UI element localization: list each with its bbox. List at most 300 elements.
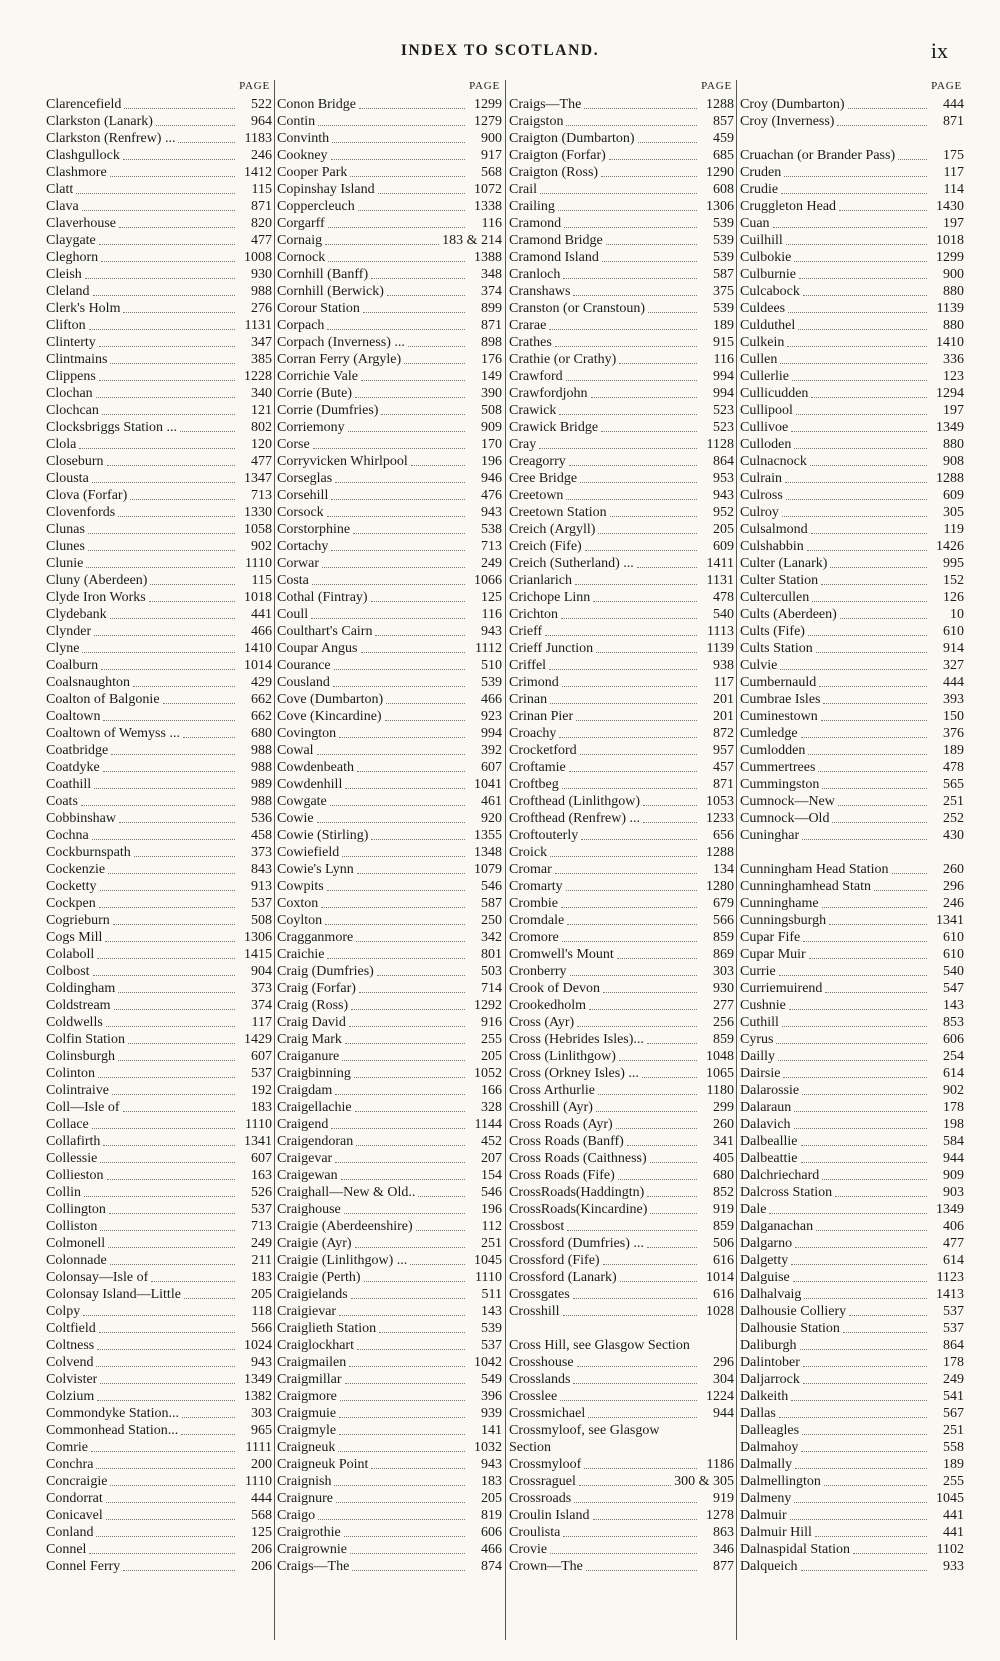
entry-page-number: 1111 <box>245 1440 272 1455</box>
index-entry <box>46 1354 272 1371</box>
entry-page-number: 872 <box>713 726 734 741</box>
entry-place-name: Coalburn <box>46 658 99 673</box>
entry-page-number: 205 <box>713 522 734 537</box>
dot-leader <box>96 1468 235 1469</box>
entry-page-number: 478 <box>943 760 964 775</box>
entry-page-number: 952 <box>713 505 734 520</box>
entry-page-number: 957 <box>713 743 734 758</box>
dot-leader <box>100 1162 235 1163</box>
entry-page-number: 539 <box>713 216 734 231</box>
dot-leader <box>84 1196 235 1197</box>
index-entry <box>46 606 272 623</box>
index-entry <box>509 1252 734 1269</box>
entry-page-number: 197 <box>943 403 964 418</box>
entry-page-number: 859 <box>713 1219 734 1234</box>
dot-leader <box>647 1247 697 1248</box>
entry-page-number: 178 <box>943 1100 964 1115</box>
index-entry <box>277 1507 502 1524</box>
dot-leader <box>616 1128 697 1129</box>
index-entry <box>740 674 964 691</box>
dot-leader <box>110 1264 235 1265</box>
dot-leader <box>638 142 697 143</box>
entry-page-number: 909 <box>481 420 502 435</box>
entry-page-number: 303 <box>251 1406 272 1421</box>
index-entry <box>46 674 272 691</box>
dot-leader <box>359 108 465 109</box>
entry-place-name: Craigrownie <box>277 1542 347 1557</box>
entry-place-name: Dalmellington <box>740 1474 821 1489</box>
entry-page-number: 205 <box>481 1491 502 1506</box>
entry-place-name: Colzium <box>46 1389 95 1404</box>
entry-place-name: Croachy <box>509 726 557 741</box>
entry-page-number: 303 <box>713 964 734 979</box>
entry-place-name: Dalmuir Hill <box>740 1525 812 1540</box>
entry-page-number: 900 <box>481 131 502 146</box>
entry-place-name: Cromarty <box>509 879 563 894</box>
index-entry <box>46 929 272 946</box>
dot-leader <box>586 1570 697 1571</box>
entry-page-number: 305 <box>943 505 964 520</box>
index-entry <box>277 640 502 657</box>
dot-leader <box>335 1094 465 1095</box>
index-entry <box>509 555 734 572</box>
entry-page-number: 1131 <box>244 318 272 333</box>
entry-place-name: Corpach (Inverness) ... <box>277 335 405 350</box>
entry-page-number: 877 <box>713 1559 734 1574</box>
dot-leader <box>98 1077 235 1078</box>
entry-page-number: 143 <box>943 998 964 1013</box>
dot-leader <box>849 1315 927 1316</box>
entry-page-number: 251 <box>481 1236 502 1251</box>
entry-place-name: Culvie <box>740 658 778 673</box>
index-entry <box>277 1150 502 1167</box>
index-entry <box>46 249 272 266</box>
entry-place-name: Dalhousie Colliery <box>740 1304 847 1319</box>
index-entry <box>740 1116 964 1133</box>
entry-page-number: 457 <box>713 760 734 775</box>
index-entry <box>277 827 502 844</box>
entry-place-name: Cove (Dumbarton) <box>277 692 384 707</box>
index-column-4 <box>740 80 964 1575</box>
dot-leader <box>567 924 697 925</box>
entry-page-number: 141 <box>481 1423 502 1438</box>
entry-place-name: Clarkston (Lanark) <box>46 114 153 129</box>
index-entry <box>509 181 734 198</box>
entry-place-name: Crovie <box>509 1542 548 1557</box>
dot-leader <box>408 346 465 347</box>
entry-place-name: Clynder <box>46 624 92 639</box>
dot-leader <box>352 1570 465 1571</box>
entry-page-number: 441 <box>251 607 272 622</box>
index-entry <box>509 827 734 844</box>
entry-page-number: 163 <box>251 1168 272 1183</box>
entry-place-name: Craignure <box>277 1491 333 1506</box>
dot-leader <box>588 1417 697 1418</box>
dot-leader <box>114 1009 235 1010</box>
entry-page-number: 115 <box>251 573 272 588</box>
index-entry <box>277 1473 502 1490</box>
entry-place-name: Clocksbriggs Station ... <box>46 420 178 435</box>
index-entry <box>46 1269 272 1286</box>
dot-leader <box>576 720 697 721</box>
dot-leader <box>782 1026 927 1027</box>
entry-page-number: 441 <box>943 1525 964 1540</box>
index-entry <box>277 1524 502 1541</box>
entry-place-name: Craigend <box>277 1117 329 1132</box>
entry-place-name: Commonhead Station... <box>46 1423 179 1438</box>
entry-page-number: 477 <box>251 233 272 248</box>
page-column-header: PAGE <box>701 80 732 92</box>
entry-place-name: Clatt <box>46 182 74 197</box>
dot-leader <box>331 499 465 500</box>
entry-place-name: Craig Mark <box>277 1032 342 1047</box>
entry-place-name: Crombie <box>509 896 558 911</box>
dot-leader <box>328 227 465 228</box>
dot-leader <box>385 720 465 721</box>
index-entry <box>740 776 964 793</box>
entry-page-number: 933 <box>943 1559 964 1574</box>
dot-leader <box>100 1230 235 1231</box>
entry-place-name: Cumnock—Old <box>740 811 830 826</box>
index-entry <box>46 1184 272 1201</box>
entry-place-name: Cumledge <box>740 726 798 741</box>
index-entry <box>277 1286 502 1303</box>
dot-leader <box>335 1162 465 1163</box>
dot-leader <box>311 618 465 619</box>
index-entry <box>277 317 502 334</box>
index-entry <box>740 164 964 181</box>
dot-leader <box>82 652 235 653</box>
entry-place-name: Craigmuie <box>277 1406 337 1421</box>
index-entry <box>740 283 964 300</box>
index-entry <box>277 878 502 895</box>
entry-page-number: 152 <box>943 573 964 588</box>
index-entry <box>509 1201 734 1218</box>
dot-leader <box>803 941 927 942</box>
dot-leader <box>355 1111 465 1112</box>
entry-place-name: Cummingston <box>740 777 820 792</box>
index-entry <box>46 385 272 402</box>
entry-place-name: Clova (Forfar) <box>46 488 128 503</box>
dot-leader <box>773 227 927 228</box>
entry-place-name: Crailing <box>509 199 555 214</box>
index-entry <box>740 1150 964 1167</box>
index-entry <box>509 1286 734 1303</box>
dot-leader <box>109 1213 235 1214</box>
entry-page-number: 255 <box>481 1032 502 1047</box>
dot-leader <box>327 890 465 891</box>
index-entry <box>46 623 272 640</box>
entry-place-name: Cray <box>509 437 537 452</box>
dot-leader <box>110 618 235 619</box>
dot-leader <box>788 312 927 313</box>
index-entry <box>277 198 502 215</box>
entry-place-name: Croick <box>509 845 548 860</box>
dot-leader <box>361 652 466 653</box>
dot-leader <box>581 839 697 840</box>
entry-page-number: 117 <box>713 675 734 690</box>
entry-page-number: 393 <box>943 692 964 707</box>
entry-place-name: Crofthead (Renfrew) ... <box>509 811 641 826</box>
entry-page-number: 539 <box>713 250 734 265</box>
dot-leader <box>620 1281 697 1282</box>
entry-page-number: 610 <box>943 930 964 945</box>
dot-leader <box>769 1213 927 1214</box>
entry-place-name: Craigston <box>509 114 564 129</box>
index-entry <box>277 96 502 113</box>
entry-page-number: 539 <box>713 233 734 248</box>
index-entry <box>509 283 734 300</box>
entry-page-number: 510 <box>481 658 502 673</box>
entry-place-name: Culbokie <box>740 250 792 265</box>
index-entry <box>277 708 502 725</box>
index-entry <box>509 487 734 504</box>
index-entry <box>509 147 734 164</box>
entry-page-number: 714 <box>481 981 502 996</box>
entry-place-name: Cochna <box>46 828 89 843</box>
entry-place-name: Clerk's Holm <box>46 301 121 316</box>
entry-place-name: Coldwells <box>46 1015 103 1030</box>
entry-page-number: 1306 <box>706 199 734 214</box>
index-entry <box>277 759 502 776</box>
entry-place-name: Corran Ferry (Argyle) <box>277 352 402 367</box>
dot-leader <box>341 1179 465 1180</box>
entry-page-number: 201 <box>713 709 734 724</box>
index-entry <box>740 453 964 470</box>
entry-page-number: 819 <box>481 1508 502 1523</box>
entry-place-name: Cornhill (Banff) <box>277 267 369 282</box>
entry-page-number: 898 <box>481 335 502 350</box>
entry-page-number: 540 <box>713 607 734 622</box>
entry-page-number: 246 <box>251 148 272 163</box>
entry-place-name: Corriemony <box>277 420 345 435</box>
index-entry <box>277 1388 502 1405</box>
index-entry <box>509 521 734 538</box>
entry-page-number: 859 <box>713 930 734 945</box>
dot-leader <box>821 584 927 585</box>
entry-page-number: 346 <box>713 1542 734 1557</box>
entry-page-number: 116 <box>481 607 502 622</box>
index-entry <box>740 130 964 164</box>
dot-leader <box>350 1553 465 1554</box>
index-entry <box>509 470 734 487</box>
dot-leader <box>803 1366 927 1367</box>
entry-page-number: 340 <box>251 386 272 401</box>
entry-place-name: Closeburn <box>46 454 104 469</box>
dot-leader <box>93 975 235 976</box>
index-entry <box>740 1558 964 1575</box>
index-entry <box>509 368 734 385</box>
entry-page-number: 904 <box>251 964 272 979</box>
entry-place-name: Cowdenhill <box>277 777 343 792</box>
dot-leader <box>103 771 235 772</box>
index-entry <box>46 1388 272 1405</box>
entry-place-name: Clava <box>46 199 79 214</box>
dot-leader <box>549 669 697 670</box>
entry-place-name: Clola <box>46 437 77 452</box>
entry-place-name: Colinsburgh <box>46 1049 115 1064</box>
entry-page-number: 200 <box>251 1457 272 1472</box>
dot-leader <box>606 244 697 245</box>
index-entry <box>46 1235 272 1252</box>
entry-page-number: 616 <box>713 1253 734 1268</box>
index-entry <box>509 1048 734 1065</box>
dot-leader <box>101 669 235 670</box>
entry-place-name: Colaboll <box>46 947 95 962</box>
entry-page-number: 1224 <box>706 1389 734 1404</box>
dot-leader <box>564 227 697 228</box>
entry-page-number: 953 <box>713 471 734 486</box>
dot-leader <box>119 822 235 823</box>
dot-leader <box>118 516 235 517</box>
dot-leader <box>618 1179 697 1180</box>
entry-page-number: 1186 <box>706 1457 734 1472</box>
dot-leader <box>560 1400 697 1401</box>
entry-page-number: 541 <box>943 1389 964 1404</box>
dot-leader <box>593 601 697 602</box>
entry-place-name: Craigielands <box>277 1287 348 1302</box>
index-entry <box>46 453 272 470</box>
entry-page-number: 902 <box>251 539 272 554</box>
entry-place-name: Craiglockhart <box>277 1338 354 1353</box>
dot-leader <box>106 1519 235 1520</box>
entry-place-name: Cooper Park <box>277 165 348 180</box>
dot-leader <box>795 1468 927 1469</box>
index-entry <box>46 810 272 827</box>
index-entry <box>740 538 964 555</box>
index-entry <box>509 1507 734 1524</box>
entry-place-name: Cullerlie <box>740 369 789 384</box>
dot-leader <box>317 754 465 755</box>
index-entry <box>277 147 502 164</box>
entry-page-number: 1102 <box>936 1542 964 1557</box>
entry-page-number: 1058 <box>244 522 272 537</box>
index-entry <box>277 351 502 368</box>
dot-leader <box>102 414 235 415</box>
entry-place-name: Craigendoran <box>277 1134 354 1149</box>
entry-page-number: 526 <box>251 1185 272 1200</box>
entry-place-name: Crocketford <box>509 743 577 758</box>
entry-place-name: Crichton <box>509 607 558 622</box>
dot-leader <box>100 890 235 891</box>
entry-page-number: 523 <box>713 420 734 435</box>
entry-page-number: 852 <box>713 1185 734 1200</box>
entry-page-number: 304 <box>713 1372 734 1387</box>
index-entry <box>509 1133 734 1150</box>
entry-page-number: 1018 <box>244 590 272 605</box>
index-entry <box>277 589 502 606</box>
dot-leader <box>650 1162 697 1163</box>
index-entry <box>277 1218 502 1235</box>
dot-leader <box>123 1570 235 1571</box>
index-entry <box>509 708 734 725</box>
index-entry <box>740 1269 964 1286</box>
dot-leader <box>103 1145 235 1146</box>
entry-place-name: Croy (Dumbarton) <box>740 97 845 112</box>
entry-page-number: 1288 <box>706 845 734 860</box>
entry-place-name: Coatbridge <box>46 743 109 758</box>
dot-leader <box>342 856 465 857</box>
dot-leader <box>128 1043 235 1044</box>
entry-page-number: 606 <box>943 1032 964 1047</box>
entry-place-name: Clovenfords <box>46 505 116 520</box>
dot-leader <box>829 924 927 925</box>
entry-page-number: 1113 <box>707 624 734 639</box>
entry-place-name: Cross Arthurlie <box>509 1083 595 1098</box>
entry-place-name: Crossgates <box>509 1287 570 1302</box>
index-entry <box>509 232 734 249</box>
entry-page-number: 1110 <box>245 1117 272 1132</box>
dot-leader <box>99 907 235 908</box>
entry-place-name: Claverhouse <box>46 216 116 231</box>
dot-leader <box>354 1077 465 1078</box>
entry-place-name: Commondyke Station... <box>46 1406 179 1421</box>
index-entry <box>277 164 502 181</box>
entry-page-number: 1144 <box>474 1117 502 1132</box>
index-entry <box>509 997 734 1014</box>
entry-place-name: Craighouse <box>277 1202 341 1217</box>
entry-place-name: Curriemuirend <box>740 981 823 996</box>
entry-place-name: Dalnaspidal Station <box>740 1542 851 1557</box>
index-entry <box>740 555 964 572</box>
dot-leader <box>381 414 465 415</box>
dot-leader <box>832 822 927 823</box>
index-entry <box>46 1014 272 1031</box>
entry-place-name: Croftamie <box>509 760 566 775</box>
index-entry <box>46 861 272 878</box>
entry-place-name: Costa <box>277 573 309 588</box>
entry-place-name: Conicavel <box>46 1508 103 1523</box>
dot-leader <box>815 1536 927 1537</box>
entry-place-name: Dalcross Station <box>740 1185 833 1200</box>
index-entry <box>277 742 502 759</box>
entry-page-number: 1410 <box>936 335 964 350</box>
dot-leader <box>838 805 927 806</box>
dot-leader <box>795 1247 927 1248</box>
index-entry <box>509 1014 734 1031</box>
entry-place-name: Craigmore <box>277 1389 337 1404</box>
index-column-1 <box>46 80 272 1575</box>
entry-place-name: Cullipool <box>740 403 793 418</box>
entry-place-name: Currie <box>740 964 776 979</box>
dot-leader <box>150 584 235 585</box>
entry-page-number: 540 <box>943 964 964 979</box>
entry-page-number: 246 <box>943 896 964 911</box>
index-entry <box>740 368 964 385</box>
index-entry <box>277 1337 502 1354</box>
dot-leader <box>781 193 927 194</box>
dot-leader <box>85 278 235 279</box>
entry-page-number: 902 <box>943 1083 964 1098</box>
entry-place-name: Cobbinshaw <box>46 811 116 826</box>
index-entry <box>46 1541 272 1558</box>
index-entry <box>277 810 502 827</box>
entry-page-number: 143 <box>481 1304 502 1319</box>
dot-leader <box>371 839 465 840</box>
dot-leader <box>410 1264 465 1265</box>
entry-page-number: 965 <box>251 1423 272 1438</box>
entry-page-number: 1048 <box>706 1049 734 1064</box>
entry-page-number: 1410 <box>244 641 272 656</box>
entry-place-name: Cowpits <box>277 879 324 894</box>
entry-place-name: Crawick <box>509 403 557 418</box>
entry-place-name: Craigs—The <box>509 97 582 112</box>
entry-page-number: 392 <box>481 743 502 758</box>
dot-leader <box>575 584 697 585</box>
index-entry <box>277 1065 502 1082</box>
dot-leader <box>830 567 927 568</box>
index-entry <box>277 1116 502 1133</box>
